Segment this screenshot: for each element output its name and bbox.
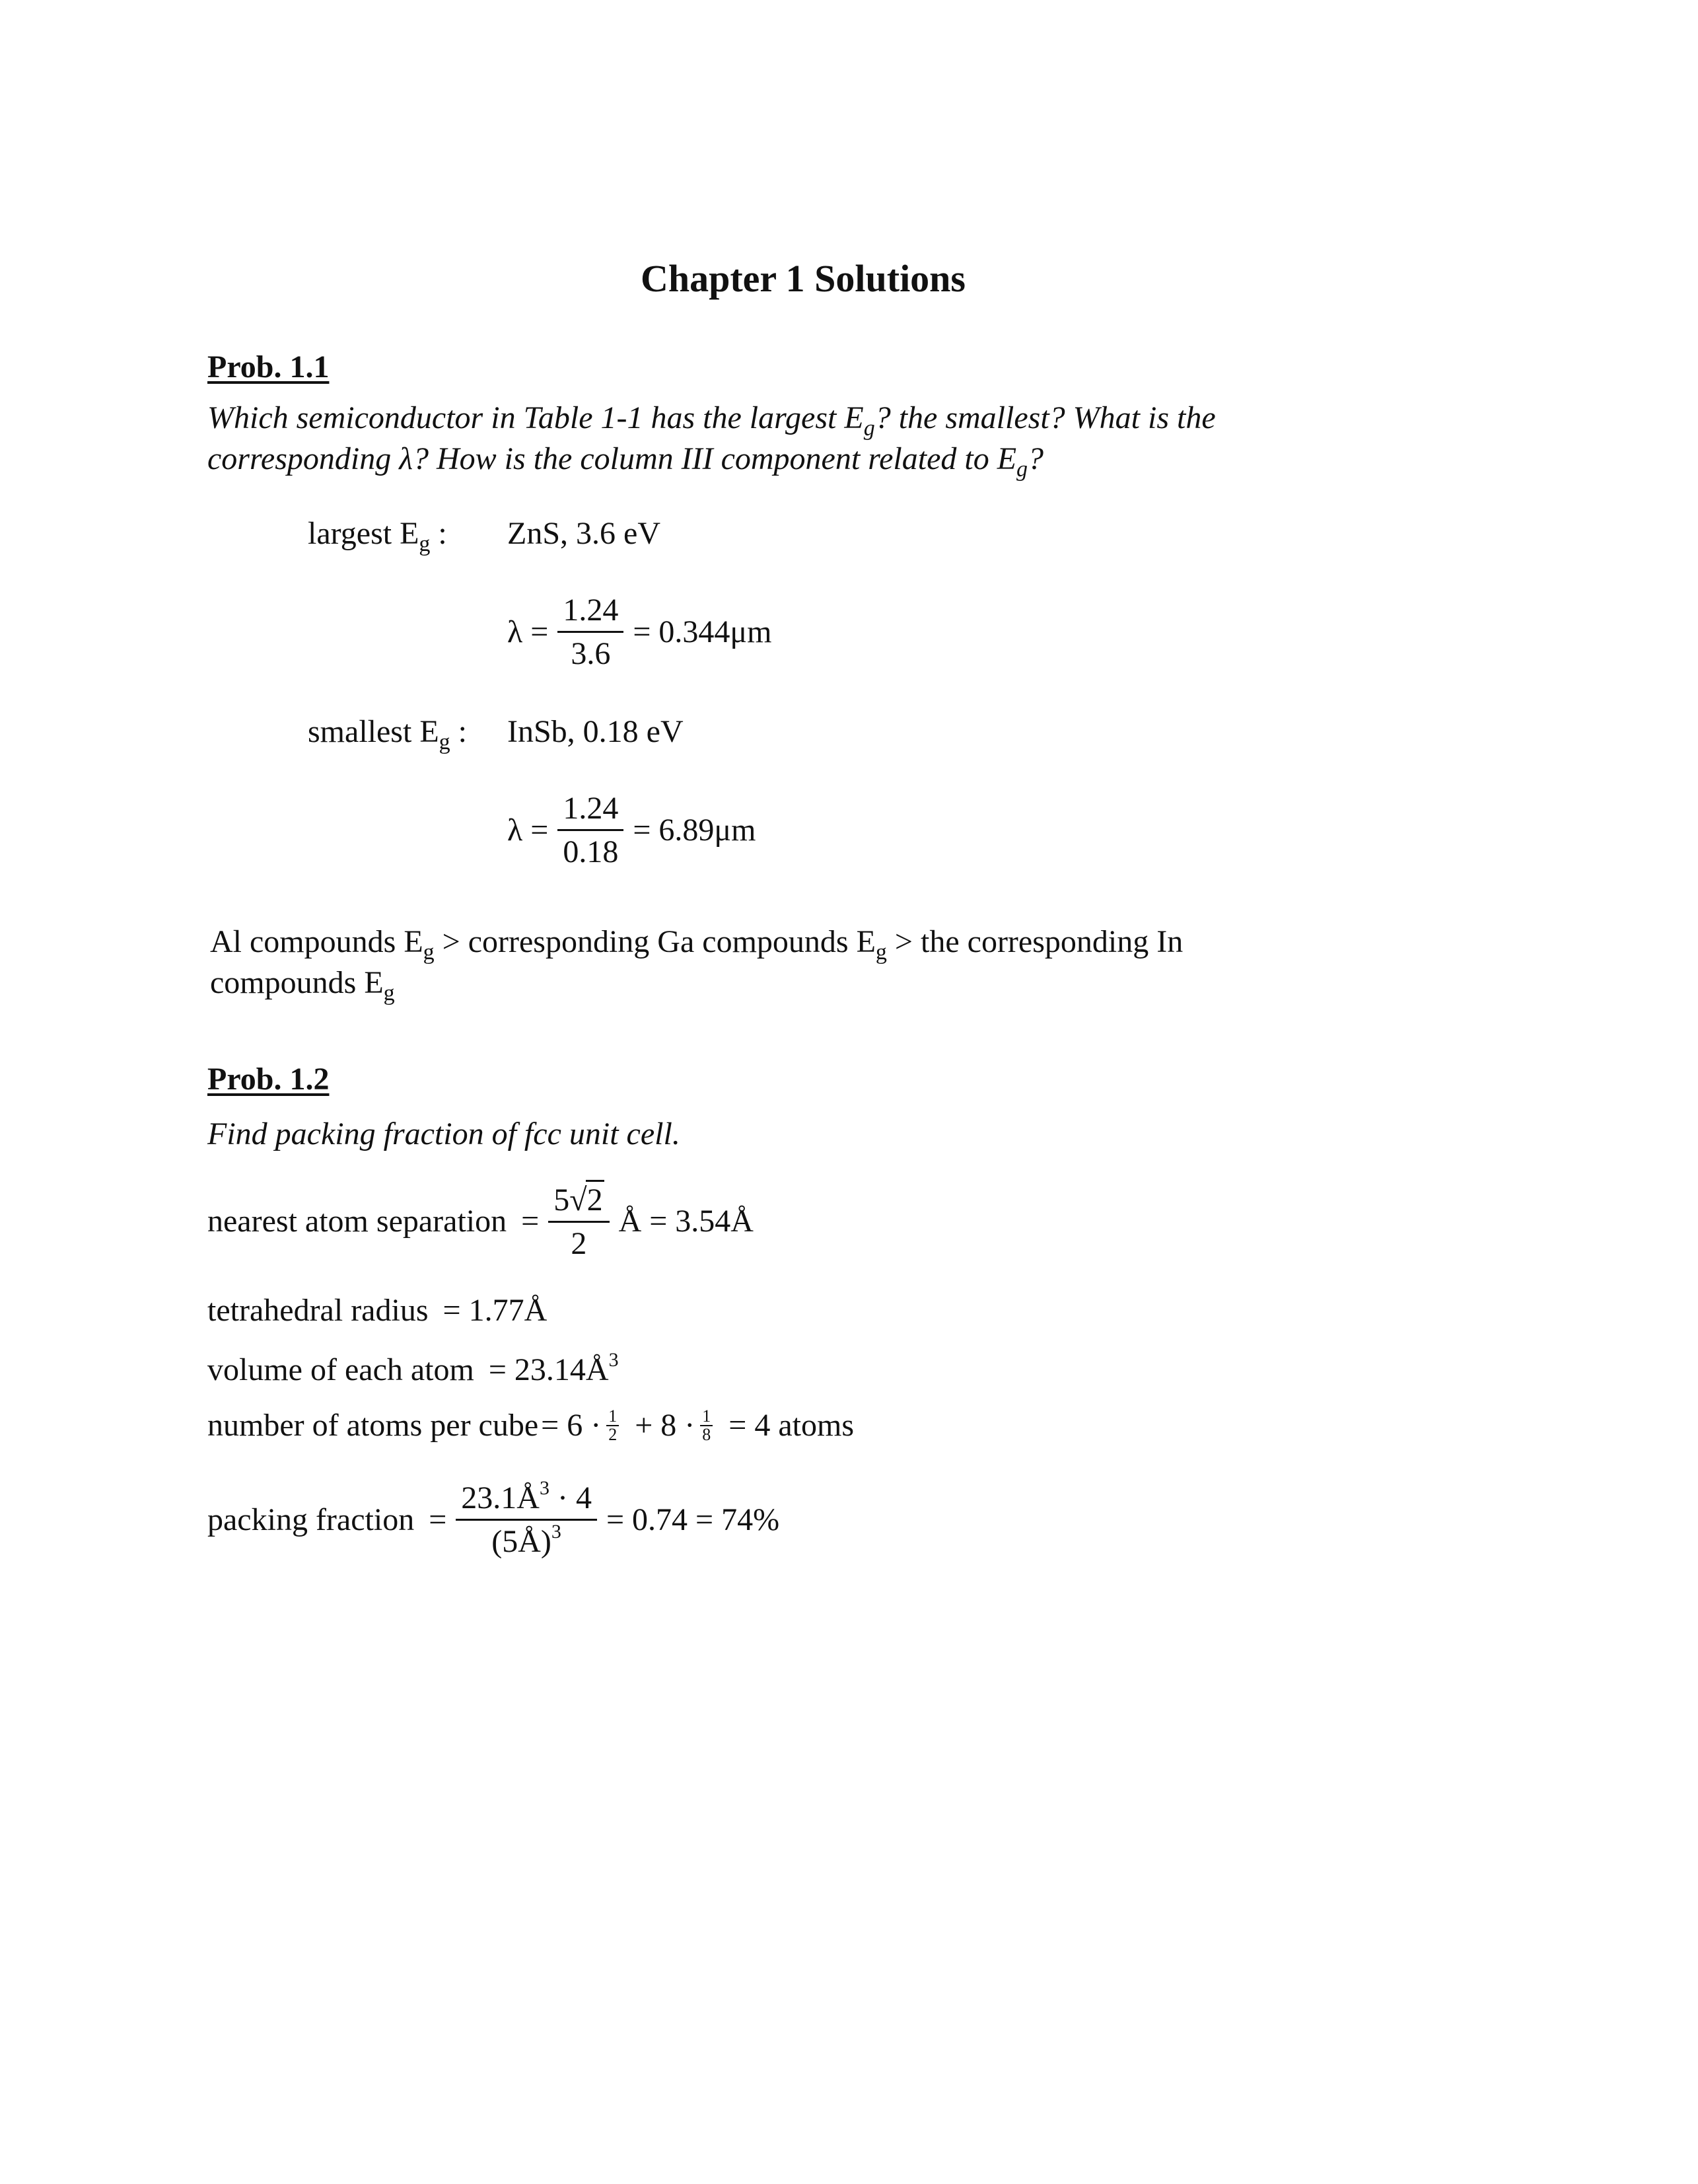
atoms-per-cube-line: number of atoms per cube = 6 · $\frac{1}{2}$ + 8 · $\frac{1}{8}$ = 4 atoms: [207, 1406, 855, 1444]
nearest-atom-fraction: $\frac{5√2}{2}$: [548, 1180, 609, 1262]
page-title: Chapter 1 Solutions: [640, 257, 966, 300]
packing-fraction-equation: packing fraction = $\frac{23.1Å^3 \cdot 4}{(5Å)^3}$ = 0.74 = 74%: [207, 1477, 780, 1559]
lambda-fraction-largest: $\frac{1.24}{3.6}$: [557, 592, 623, 672]
conclusion-line2: compounds $E_g$: [210, 965, 395, 1005]
largest-eg-value: ZnS, 3.6 eV: [507, 516, 660, 551]
lambda-fraction-smallest: $\frac{1.24}{0.18}$: [557, 790, 623, 870]
tetrahedral-radius-line: tetrahedral radius = 1.77Å: [207, 1293, 548, 1328]
atom-volume-line: volume of each atom = $23.14Å^3$: [207, 1349, 619, 1387]
lambda-equation-largest: λ = $\frac{1.24}{3.6}$ = 0.344μm: [507, 593, 772, 671]
atoms-fraction-half: $\frac{1}{2}$: [606, 1408, 619, 1443]
nearest-atom-separation-equation: nearest atom separation = $\frac{5√2}{2}$ Å = 3.54Å: [207, 1180, 763, 1262]
prob-1-1-question-line1: Which semiconductor in Table 1-1 has the largest $E_g$? the smallest? What is the: [207, 400, 1216, 441]
largest-eg-label: largest $E_g$ :: [308, 516, 447, 556]
prob-1-2-heading: Prob. 1.2: [207, 1062, 330, 1097]
prob-1-1-question-line2: corresponding λ? How is the column III component related to $E_g$?: [207, 441, 1044, 482]
smallest-eg-value: InSb, 0.18 eV: [507, 714, 684, 749]
lambda-equation-smallest: λ = $\frac{1.24}{0.18}$ = 6.89μm: [507, 791, 756, 869]
atoms-fraction-eighth: $\frac{1}{8}$: [700, 1408, 713, 1443]
smallest-eg-label: smallest $E_g$ :: [308, 714, 467, 754]
prob-1-2-question: Find packing fraction of fcc unit cell.: [207, 1116, 680, 1151]
prob-1-1-heading: Prob. 1.1: [207, 349, 330, 384]
conclusion-line1: Al compounds $E_g$ > corresponding Ga compounds $E_g$ > the corresponding In: [210, 924, 1184, 965]
packing-fraction: $\frac{23.1Å^3 \cdot 4}{(5Å)^3}$: [456, 1480, 597, 1560]
